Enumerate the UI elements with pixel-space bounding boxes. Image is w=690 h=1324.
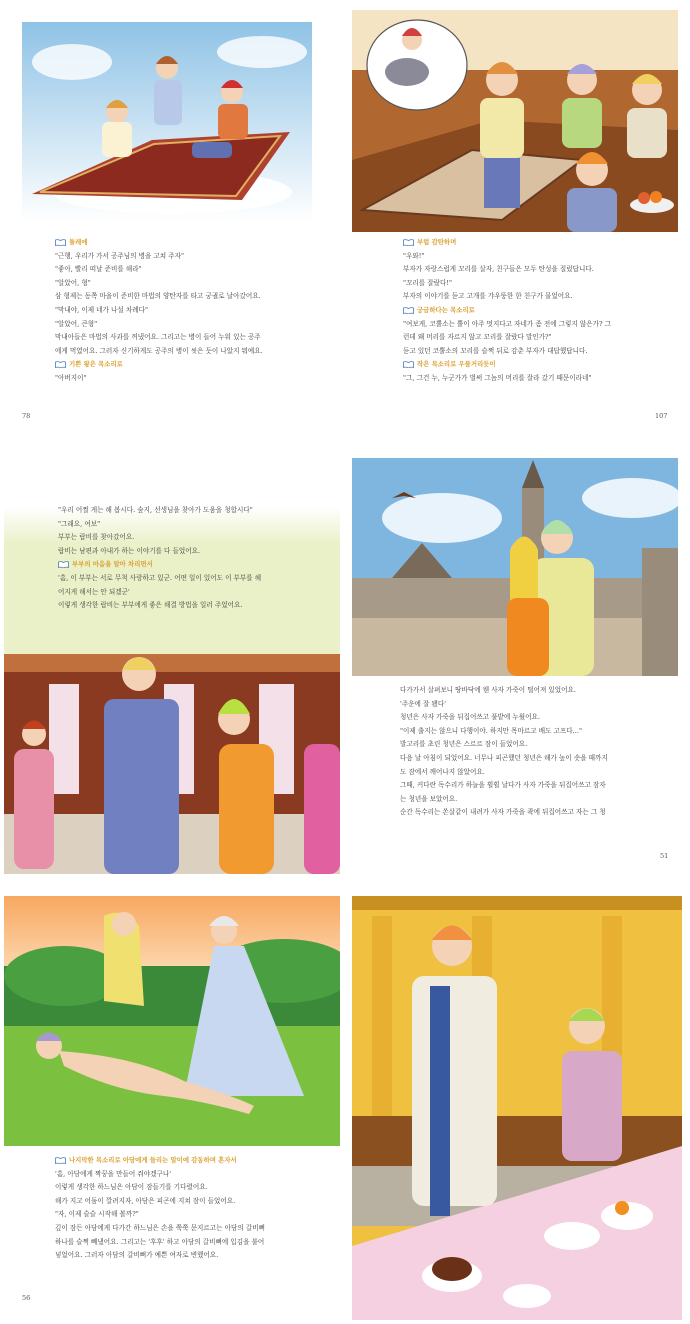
book-page-rabbi (0, 444, 345, 884)
heading-line: 궁금하다는 목소리로 (403, 304, 611, 318)
text-line: "알았어, 큰형" (55, 319, 98, 328)
heading-line: 부부의 마음을 알아 차리면서 (58, 558, 261, 572)
text-line: 는 청년을 보았어요. (400, 794, 458, 803)
text-line: 이렇게 생각한 랍비는 부부에게 좋은 해결 방법을 일러 주었어요. (58, 601, 243, 610)
text-line: 순간 독수리는 쏜살같이 내려가 사자 가죽을 콱에 뒤집어쓰고 자는 그 청 (400, 808, 606, 817)
book-icon (403, 239, 414, 246)
text-line: 다가가서 살펴보니 땅바닥에 웬 사자 가죽이 떨어져 있었어요. (400, 686, 577, 694)
text-line: "아버지이" (55, 373, 87, 382)
heading-line: 나지막한 목소리로 아담에게 들리는 말이에 감동하며 혼자서 (55, 1154, 265, 1168)
text-line: 깊이 잠든 아담에게 다가간 하느님은 손을 쭉쭉 문지르고는 아담의 갈비뼈 (55, 1223, 265, 1232)
text-line: 청년은 사자 가죽을 뒤집어쓰고 풀밭에 누웠어요. (400, 713, 540, 722)
book-icon (403, 307, 414, 314)
text-line: 에게 먹였어요. 그러자 신기하게도 공주의 병이 씻은 듯이 나았지 뭐예요. (55, 346, 263, 355)
book-page-78 (0, 0, 345, 440)
illustration-friends-room (352, 10, 678, 232)
book-page-51 (345, 444, 690, 884)
page-text (58, 504, 261, 613)
illustration-feast-table (352, 896, 682, 1320)
text-line: 하나를 슬쩍 빼냈어요. 그리고는 '후후' 하고 아담의 갈비뼈에 입김을 불어 (55, 1237, 265, 1246)
book-icon (55, 361, 66, 368)
text-line: "우리 어쩔 게는 해 봅시다. 숲지, 선생님을 찾아가 도움을 청합시다" (58, 506, 253, 514)
text-line: "알았어, 형" (55, 278, 91, 287)
text-line: "자, 이제 슬슬 시작해 볼까?" (55, 1210, 139, 1219)
text-line: "막내야, 이제 네가 나설 차례다" (55, 305, 148, 314)
page-text (55, 1154, 265, 1263)
text-line: 부자의 이야기를 듣고 고개를 갸우뚱한 한 친구가 물었어요. (403, 292, 573, 301)
page-number: 51 (660, 852, 669, 860)
text-line: "이제 출지는 않으니 다행이야. 하지만 목마르고 배도 고프다..." (400, 726, 582, 735)
heading-line: 기쁜 왕은 목소리로 (55, 358, 263, 372)
text-line: 이렇게 생각한 하느님은 아담이 잠들기를 기다렸어요. (55, 1183, 208, 1192)
text-line: 넣었어요. 그러자 아담의 갈비뼈가 예쁜 여자로 변했어요. (55, 1251, 219, 1260)
text-line: 랍비는 남편과 아내가 하는 이야기를 다 들었어요. (58, 546, 201, 555)
text-line: 해가 지고 어둠이 깔려지자, 아담은 피곤에 지쳐 잠이 들었어요. (55, 1196, 236, 1205)
book-page-107 (345, 0, 690, 440)
text-line: "그, 그건 누, 누군가가 벌써 그놈의 머리를 잘라 갔기 때문이라네" (403, 373, 592, 382)
book-icon (58, 561, 69, 568)
illustration-flying-carpet (22, 22, 312, 222)
text-line: '주운에 잘 됐다' (400, 699, 447, 708)
text-line: 발고리를 초린 청년은 스르르 잠이 들었어요. (400, 740, 528, 749)
illustration-adam-eve (4, 896, 340, 1146)
book-icon (403, 361, 414, 368)
text-line: 그때, 커다란 독수리가 하늘을 휠휠 날다가 사자 가죽을 뒤집어쓰고 잠자 (400, 781, 606, 790)
page-number: 78 (22, 412, 31, 420)
page-number: 56 (22, 1294, 31, 1302)
book-page-56 (0, 888, 345, 1324)
text-line: '흠, 아담에게 짝꿍을 만들어 줘야겠구나' (55, 1169, 172, 1178)
text-line: 어지게 해서는 안 되겠군' (58, 587, 130, 596)
heading-line: 돌레에 (55, 236, 263, 250)
heading-line: 작은 목소리로 우물거리듯이 (403, 358, 611, 372)
text-line: "여보게, 코뿔소는 뿔이 아주 멋지다고 자네가 좀 전에 그렇지 않은가? 그 (403, 319, 611, 328)
text-line: '흠, 이 부부는 서로 무척 사랑하고 있군. 어떤 일이 있어도 이 부부를 헤 (58, 573, 262, 582)
text-line: 런데 왜 머리를 자르지 않고 꼬리를 잘랐다 말인가?" (403, 333, 552, 342)
book-icon (55, 1157, 66, 1164)
text-line: 다음 날 아침이 되었어요. 너무나 피곤했던 청년은 해가 높이 솟을 때까지 (400, 753, 608, 762)
book-icon (55, 239, 66, 246)
text-line: 도 잠에서 깨어나지 않았어요. (400, 767, 485, 776)
page-text (400, 684, 608, 820)
text-line: 듣고 있던 코뿔소의 꼬리를 슬쩍 뒤로 감춘 부자가 대답했답니다. (403, 346, 588, 355)
text-line: "꼬리를 잘랐다!" (403, 278, 453, 287)
book-page-feast (345, 888, 690, 1324)
text-line: 삼 형제는 동쪽 마을이 준비한 마법의 양탄자를 타고 궁궐로 날아갔어요. (55, 292, 261, 301)
text-line: 막내아들은 마법의 사과를 꺼냈어요. 그리고는 병이 들어 누워 있는 공주 (55, 333, 261, 342)
text-line: "그래요, 여보" (58, 519, 101, 528)
text-line: 부자가 자랑스럽게 꼬리를 살자, 친구들은 모두 탄성을 질렀답니다. (403, 265, 594, 274)
text-line: "좋아, 빨리 떠날 준비를 해라" (55, 265, 142, 274)
text-line: "우와!" (403, 251, 425, 260)
page-number: 107 (655, 412, 668, 420)
page-text (403, 236, 611, 386)
heading-line: 부럽 감탄하며 (403, 236, 611, 250)
page-text (55, 236, 263, 386)
text-line: "근행, 우리가 가서 공주님의 병을 고쳐 주자" (55, 251, 185, 260)
text-line: 부부는 랍비를 찾아갔어요. (58, 533, 135, 542)
illustration-castle-couple (352, 458, 678, 676)
